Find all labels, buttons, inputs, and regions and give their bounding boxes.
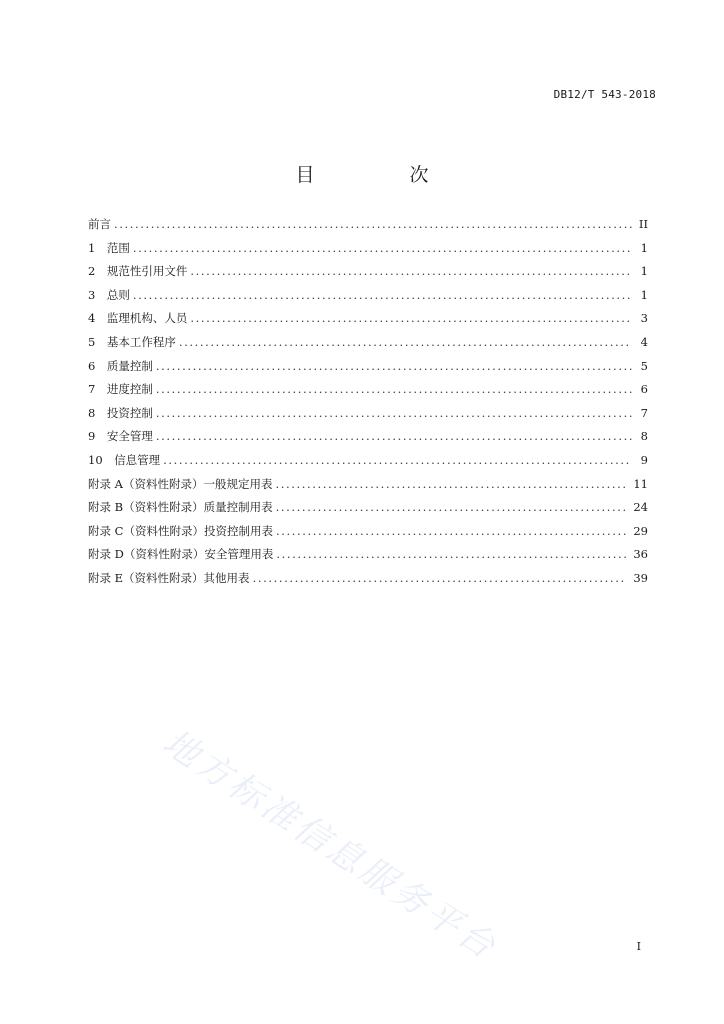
toc-leader-dots xyxy=(276,500,628,514)
toc-entry-page: 9 xyxy=(640,452,648,467)
toc-leader-dots xyxy=(276,547,627,561)
toc-entry-page: 4 xyxy=(640,334,648,349)
toc-entry-label: 附录 C（资料性附录）投资控制用表 xyxy=(88,523,273,538)
toc-leader-dots xyxy=(190,264,632,278)
toc-entry-label: 6 质量控制 xyxy=(88,358,153,373)
toc-entry-page: 1 xyxy=(640,240,648,255)
page-number: I xyxy=(636,940,641,953)
toc-entry-page: 29 xyxy=(633,523,648,538)
toc-leader-dots xyxy=(156,382,632,396)
toc-entry-page: 6 xyxy=(640,382,648,397)
toc-leader-dots xyxy=(275,477,627,491)
toc-entry-label: 附录 B（资料性附录）质量控制用表 xyxy=(88,500,273,515)
toc-leader-dots xyxy=(163,453,632,467)
toc-entry[interactable] xyxy=(88,287,648,311)
toc-entry-page: 39 xyxy=(633,570,648,585)
toc-entry-label: 附录 D（资料性附录）安全管理用表 xyxy=(88,547,274,562)
toc-leader-dots xyxy=(179,335,632,349)
toc-entry[interactable] xyxy=(88,499,648,523)
toc-entry[interactable] xyxy=(88,452,648,476)
toc-entry-label: 3 总则 xyxy=(88,287,130,302)
toc-entry-page: 11 xyxy=(633,476,648,491)
toc-entry[interactable] xyxy=(88,216,648,240)
toc-entry[interactable] xyxy=(88,546,648,570)
toc-entry-label: 9 安全管理 xyxy=(88,429,153,444)
toc-entry-label: 1 范围 xyxy=(88,240,130,255)
toc-entry[interactable] xyxy=(88,358,648,382)
toc-entry-label: 附录 A（资料性附录）一般规定用表 xyxy=(88,476,273,491)
toc-entry[interactable] xyxy=(88,240,648,264)
toc-entry[interactable] xyxy=(88,523,648,547)
watermark: 地方标准信息服务平台 xyxy=(155,722,505,969)
toc-entry[interactable] xyxy=(88,428,648,452)
toc-leader-dots xyxy=(133,241,632,255)
toc-entry-label: 10 信息管理 xyxy=(88,452,161,467)
toc-entry-page: 3 xyxy=(640,311,648,326)
toc-entry[interactable] xyxy=(88,310,648,334)
toc-entry-page: 1 xyxy=(640,264,648,279)
toc-entry-page: 8 xyxy=(640,429,648,444)
toc-entry[interactable] xyxy=(88,570,648,594)
toc-entry-page: 24 xyxy=(633,500,648,515)
toc-list xyxy=(88,216,648,594)
toc-title: 目 次 xyxy=(295,164,467,186)
toc-entry-page: 1 xyxy=(640,287,648,302)
toc-leader-dots xyxy=(133,288,632,302)
toc-entry-label: 7 进度控制 xyxy=(88,382,153,397)
toc-entry[interactable] xyxy=(88,334,648,358)
toc-entry[interactable] xyxy=(88,405,648,429)
toc-leader-dots xyxy=(253,571,628,585)
toc-leader-dots xyxy=(114,217,632,231)
standard-code: DB12/T 543-2018 xyxy=(553,88,656,101)
toc-leader-dots xyxy=(276,524,627,538)
toc-entry-label: 4 监理机构、人员 xyxy=(88,311,188,326)
toc-entry[interactable] xyxy=(88,263,648,287)
toc-entry-page: II xyxy=(638,217,648,231)
toc-entry-label: 前言 xyxy=(88,217,111,231)
toc-leader-dots xyxy=(156,359,632,373)
toc-entry-page: 7 xyxy=(640,405,648,420)
toc-entry-page: 36 xyxy=(633,547,648,562)
toc-entry-label: 8 投资控制 xyxy=(88,405,153,420)
toc-entry[interactable] xyxy=(88,476,648,500)
toc-entry-label: 5 基本工作程序 xyxy=(88,334,176,349)
toc-entry[interactable] xyxy=(88,381,648,405)
toc-leader-dots xyxy=(190,311,632,325)
toc-entry-page: 5 xyxy=(640,358,648,373)
toc-entry-label: 附录 E（资料性附录）其他用表 xyxy=(88,570,250,585)
toc-entry-label: 2 规范性引用文件 xyxy=(88,264,188,279)
toc-leader-dots xyxy=(156,406,632,420)
toc-leader-dots xyxy=(156,429,632,443)
